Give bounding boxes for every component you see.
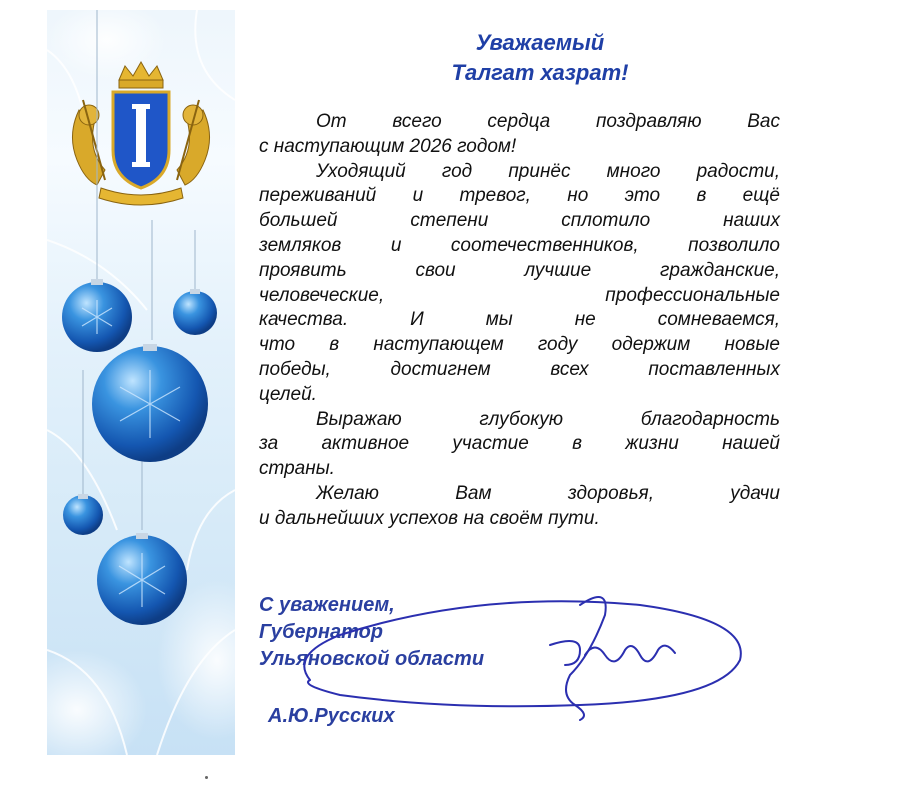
body-line: человеческие, профессиональные xyxy=(259,284,780,306)
body-line: страны. xyxy=(259,458,335,480)
winter-ornament-panel xyxy=(47,10,235,755)
body-line: земляков и соотечественников, позволило xyxy=(259,234,780,256)
christmas-ornaments-illustration xyxy=(47,10,235,755)
handwritten-signature xyxy=(280,585,750,735)
body-line: качества. И мы не сомневаемся, xyxy=(259,309,780,331)
body-line: переживаний и тревог, но это в ещё xyxy=(259,185,780,207)
body-line: большей степени сплотило наших xyxy=(259,210,780,232)
body-line: проявить свои лучшие гражданские, xyxy=(259,259,780,281)
signer-region: Ульяновской области xyxy=(259,648,485,670)
scan-speck xyxy=(205,776,208,779)
body-line: От всего сердца поздравляю Вас xyxy=(316,111,780,132)
body-line: и дальнейших успехов на своём пути. xyxy=(259,507,600,529)
body-line: с наступающим 2026 годом! xyxy=(259,135,517,157)
letter-body xyxy=(259,110,780,532)
christmas-ball-ornaments xyxy=(62,279,217,625)
greeting-line-1: Уважаемый xyxy=(475,30,605,55)
body-line: за активное участие в жизни нашей xyxy=(259,433,780,455)
body-line: Уходящий год принёс много радости, xyxy=(316,160,780,182)
coat-of-arms-emblem xyxy=(72,62,209,205)
signer-name: А.Ю.Русских xyxy=(268,705,395,727)
body-line: что в наступающем году одержим новые xyxy=(259,334,780,356)
body-line: Выражаю глубокую благодарность xyxy=(316,408,780,430)
greeting-line-2: Талгат хазрат! xyxy=(451,60,629,85)
closing-line: С уважением, xyxy=(259,594,395,616)
signer-position: Губернатор xyxy=(259,621,384,643)
body-line: Желаю Вам здоровья, удачи xyxy=(316,482,780,504)
body-line: победы, достигнем всех поставленных xyxy=(259,358,780,380)
body-line: целей. xyxy=(259,383,317,405)
